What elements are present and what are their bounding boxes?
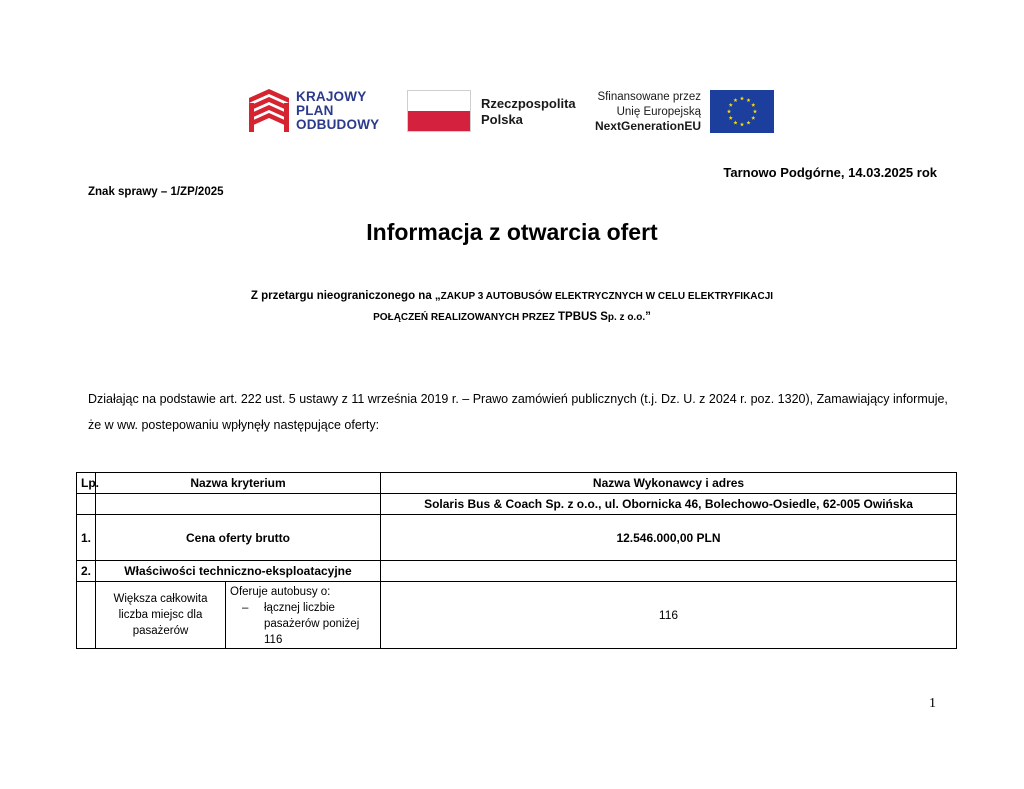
page-number: 1 [929, 696, 936, 711]
description-item-text: łącznej liczbie pasażerów poniżej 116 [264, 602, 360, 646]
subcriterion-description [226, 582, 381, 649]
subject-company-form-s: S [600, 311, 608, 323]
eu-funding-text [591, 90, 701, 134]
subject-caps-2: POŁĄCZEŃ REALIZOWANYCH PRZEZ [373, 312, 555, 323]
table-subrow [77, 582, 957, 649]
description-item [230, 600, 376, 648]
subject-company-form-rest: p. z o.o. [607, 312, 646, 323]
table-row [77, 561, 957, 582]
header-lp: Lp. [77, 473, 96, 494]
subject-line1 [140, 286, 884, 307]
kpo-line3: ODBUDOWY [296, 117, 380, 132]
empty-cell [77, 582, 96, 649]
empty-cell [96, 494, 381, 515]
row-lp: 2. [77, 561, 96, 582]
subcriterion-value: 116 [381, 582, 957, 649]
kpo-logo-text [296, 90, 396, 132]
table-row [77, 515, 957, 561]
row-criterion: Właściwości techniczno-eksploatacyjne [96, 561, 381, 582]
subject-caps-1: ZAKUP 3 AUTOBUSÓW ELEKTRYCZNYCH W CELU ELEKTRYFIKACJI [440, 291, 774, 302]
page-title: Informacja z otwarcia ofert [366, 219, 658, 245]
empty-cell [77, 494, 96, 515]
table-header-row [77, 473, 957, 494]
subcriterion-name: Większa całkowita liczba miejsc dla pasażerów [96, 582, 226, 649]
polish-flag-icon [407, 90, 471, 132]
eu-line1: Sfinansowane przez [597, 91, 701, 103]
row-value [381, 561, 957, 582]
kpo-line1: KRAJOWY [296, 89, 367, 104]
case-number: Znak sprawy – 1/ZP/2025 [88, 186, 224, 198]
subject-suffix: ” [645, 311, 651, 323]
dash-bullet: – [242, 602, 249, 614]
description-intro: Oferuje autobusy o: [230, 586, 331, 598]
rp-line1: Rzeczpospolita [481, 96, 576, 111]
subject-line2 [140, 307, 884, 328]
subject-paragraph [140, 286, 884, 328]
table-row [77, 494, 957, 515]
row-value: 12.546.000,00 PLN [381, 515, 957, 561]
place-date: Tarnowo Podgórne, 14.03.2025 rok [723, 165, 937, 180]
header-contractor: Nazwa Wykonawcy i adres [381, 473, 957, 494]
eu-line2: Unię Europejską [616, 105, 701, 118]
kpo-logo-icon [249, 89, 289, 132]
contractor-name: Solaris Bus & Coach Sp. z o.o., ul. Obornicka 46, Bolechowo-Osiedle, 62-005 Owińska [381, 494, 957, 515]
header-criterion: Nazwa kryterium [96, 473, 381, 494]
eu-flag-icon [710, 90, 774, 133]
rp-logo-text [481, 96, 576, 128]
subject-company: TPBUS [558, 311, 597, 323]
rp-line2: Polska [481, 112, 523, 127]
subject-prefix: Z przetargu nieograniczonego na „ [250, 290, 441, 302]
offers-table [76, 472, 957, 649]
kpo-line2: PLAN [296, 103, 334, 118]
intro-paragraph: Działając na podstawie art. 222 ust. 5 ustawy z 11 września 2019 r. – Prawo zamówień publicznych (t.j. Dz. U. z 2024 r. poz. 1320), Zamawiający informuje, że w ww. postepowaniu wpłynęły następujące oferty: [88, 392, 948, 432]
row-criterion: Cena oferty brutto [96, 515, 381, 561]
eu-line3: NextGenerationEU [594, 119, 701, 133]
row-lp: 1. [77, 515, 96, 561]
